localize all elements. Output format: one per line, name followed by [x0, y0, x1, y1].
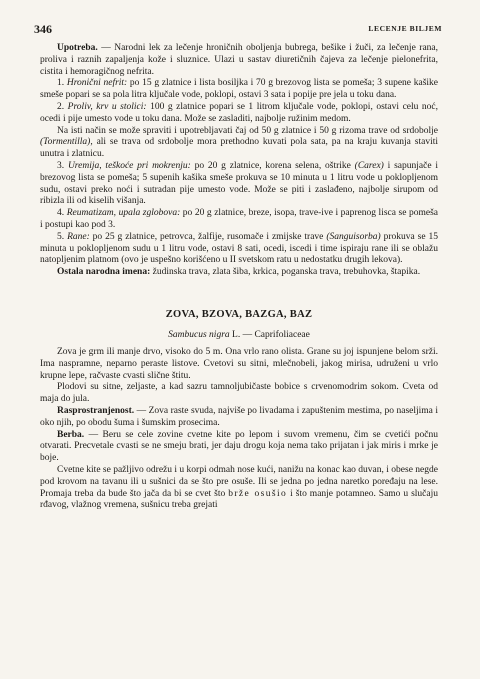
tea-paragraph — [40, 126, 438, 161]
zova-description: Zova je grm ili manje drvo, visoko do 5 m. Ona vrlo rano olista. Grane su joj ispunjene belom srži. Ima naspramne, neparno peraste listove. Cvetovi su sitni, mlečnobeli, jakog mirisa, udruženi u vrlo krupne lepe, račvaste cvasti sličnе štitu. — [40, 346, 438, 381]
recipe-2 — [40, 102, 438, 126]
recipe-title: Hronični nefrit: — [66, 78, 128, 89]
berba-text: — Beru se cele zovine cvetne kite po lepom i suvom vremenu, čim se cvetići počnu otvarati. Precvetale cvasti se ne smeju brati, jer daju drogu koja nema tako prijatan i jak miris i mrke je boje. — [40, 429, 438, 464]
recipe-text: po 20 g zlatnice, breze, isopa, trave-ive i paprenog lisca se pomeša i postupi kao pod 3. — [40, 208, 438, 230]
recipe-number: 5. — [57, 231, 68, 242]
recipe-1 — [40, 78, 438, 102]
page-number: 346 — [34, 22, 52, 36]
latin-name: (Sanguisorba) — [326, 231, 381, 242]
recipe-3 — [40, 161, 438, 208]
upotreba-label: Upotreba. — [57, 43, 98, 53]
recipe-text: po 25 g zlatnice, petrovca, žalfije, rusomače i zmijske trave — [89, 231, 327, 242]
rasprostranjenost-text: — Zova raste svuda, najviše po livadama i zapuštenim mestima, po naseljima i oko njih, po obodu šuma i šumskim prosecima. — [40, 405, 438, 428]
tea-text-part2: , ali se trava od srdobolje mora prethodno kuvati pola sata, pa na kraju kuvanja staviti unutra i zlatnicu. — [40, 137, 438, 160]
recipe-title: Proliv, krv u stolici: — [67, 101, 147, 112]
ostala-imena-text: žudinska trava, zlata šiba, krkica, poganska trava, trebuhovka, štapika. — [150, 267, 421, 278]
recipe-5 — [40, 232, 438, 267]
spaced-emphasis: brže osušio — [228, 488, 288, 499]
running-head — [34, 22, 442, 36]
drying-text-part2: i što manje potamneo. Samo u slučaju rđavog, vlažnog vremena, sušnicu treba grejati — [40, 488, 438, 511]
recipe-title: Uremija, teškoće pri mokrenju: — [67, 160, 191, 171]
running-title: LECENJE BILJEM — [368, 24, 442, 33]
recipe-text: po 15 g zlatnice i lista bosiljka i 70 g brezovog lista se pomeša; 3 supene kašike smeše popari se sa pola litra ključale vode, poklopi, ostavi 3 sata i popije pre jela u toku dana. — [40, 78, 438, 101]
rasprostranjenost-label: Rasprostranjenost. — [57, 405, 135, 416]
tea-text-part1: Na isti način se može spraviti i upotrebljavati čaj od 50 g zlatnice i 50 g rizoma trave od srdobolje — [57, 125, 438, 136]
recipe-text: i sapunjače i brezovog lista se pomeša; 5 supenih kašika smeše prokuva se 10 minuta u 1 litru vode u poklopljenom sudu, ostavi preko noći i sutradan pije umesto vode. Može se piti i zaslađeno, najbolje sirupom od ribizla ili od kiselih višanja. — [40, 160, 438, 207]
recipe-text: prokuva se 15 minuta u poklopljenom sudu u 1 litru vode, ostavi 8 sati, ocedi, iscedi i time ispiraju rane ili se oblažu natopljenim platnom (ovo je uspešno korišćeno u II svetskom ratu u nedostatku drugih lekova). — [40, 231, 438, 266]
upotreba-text: — Narodni lek za lečenje hroničnih oboljenja bubrega, bešike i žuči, za lečenje rana, proliva i raznih zapaljenja kože i sluznice. Ulazi u sastav diuretičnih čajeva za lečenje pielonefrita, cistita i hemoragičnog nefrita. — [40, 43, 438, 77]
recipe-number: 3. — [57, 160, 68, 171]
text-block — [40, 43, 438, 668]
latin-name: (Carex) — [354, 160, 384, 171]
rasprostranjenost-paragraph — [40, 406, 438, 430]
recipe-number: 4. — [57, 208, 67, 219]
drying-text-part1: Cvetne kite se pažljivo odrežu i u korpi odmah nose kući, nanižu na konac kao duvan, i obese negde pod krovom na tavanu ili u sušnici da se što pre osuše. Ili se jedna po jedna naretko poređaju na lese. Promaja treba da bude što jača da bi se cvet što — [40, 464, 438, 499]
ostala-imena-paragraph — [40, 267, 438, 279]
berba-label: Berba. — [57, 429, 85, 440]
latin-name: (Tormentilla) — [40, 137, 91, 148]
species-latin-name: Sambucus nigra — [168, 329, 230, 340]
recipe-number: 2. — [57, 101, 68, 112]
species-line — [40, 330, 438, 340]
section-title: ZOVA, BZOVA, BAZGA, BAZ — [165, 308, 313, 320]
recipe-title: Reumatizam, upala zglobova: — [66, 208, 181, 219]
upotreba-paragraph — [40, 43, 438, 78]
recipe-4 — [40, 208, 438, 232]
berba-paragraph — [40, 430, 438, 465]
drying-paragraph — [40, 465, 438, 512]
species-author-family: L. — Caprifoliaceae — [229, 329, 310, 340]
recipe-text: po 20 g zlatnice, korena selena, oštrike — [190, 160, 355, 171]
zova-fruits: Plodovi su sitne, zeljaste, a kad sazru tamnoljubičaste bobice s crvenomodrim sokom. Cveta od maja do jula. — [40, 382, 438, 405]
ostala-imena-label: Ostala narodna imena: — [57, 267, 151, 278]
recipe-title: Rane: — [67, 231, 90, 242]
recipe-number: 1. — [57, 78, 67, 89]
recipe-text: 100 g zlatnice popari se 1 litrom ključale vode, poklopi, ostavi celu noć, ocedi i pije umesto vode u toku dana. Može se zasladiti, najbolje ružinim medom. — [40, 101, 438, 124]
